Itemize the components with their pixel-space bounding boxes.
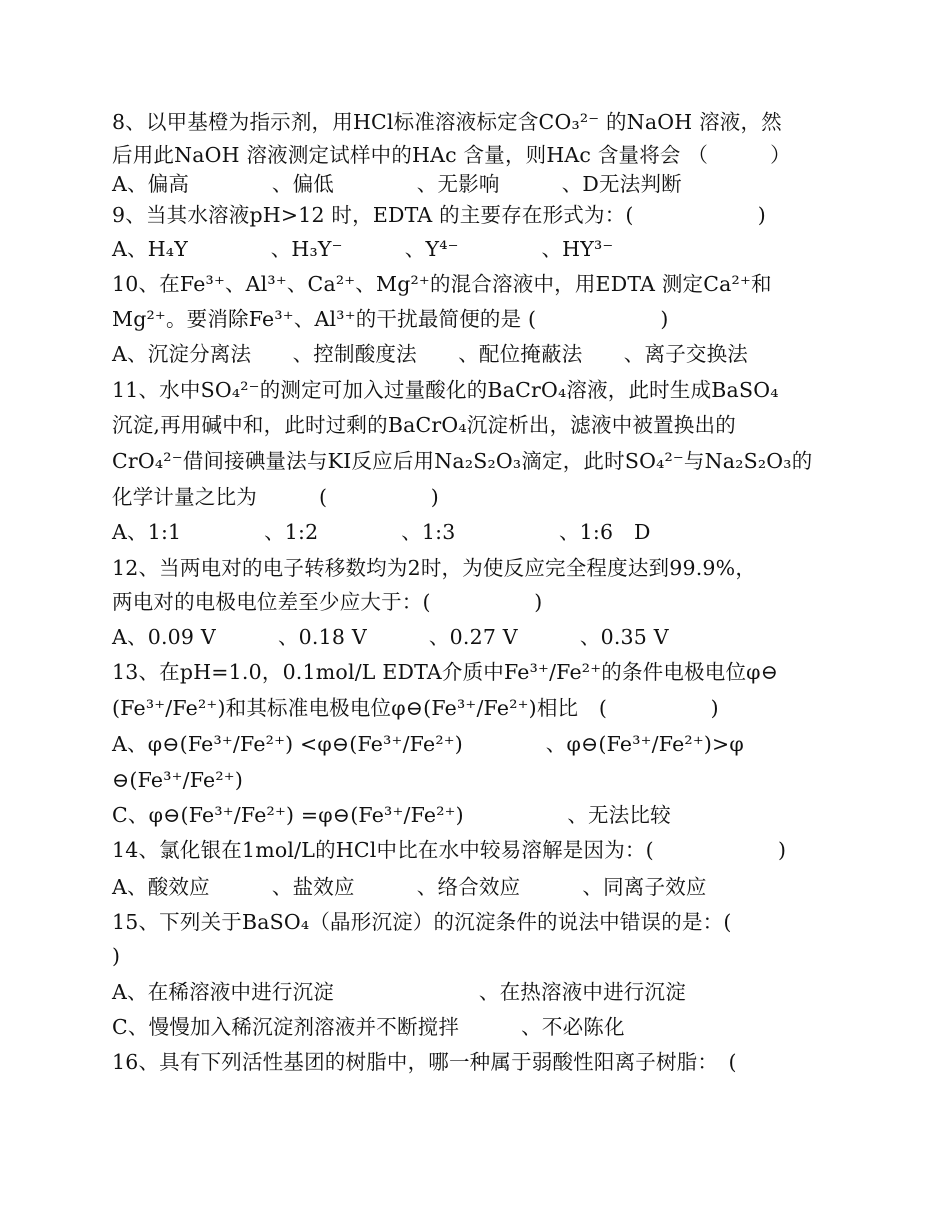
text-line: A、沉淀分离法 、控制酸度法 、配位掩蔽法 、离子交换法 (112, 342, 749, 366)
text-line: 15、下列关于BaSO₄（晶形沉淀）的沉淀条件的说法中错误的是：( (112, 910, 732, 934)
text-line: A、0.09 V 、0.18 V 、0.27 V 、0.35 V (112, 625, 669, 649)
text-line: CrO₄²⁻借间接碘量法与KI反应后用Na₂S₂O₃滴定，此时SO₄²⁻与Na₂S₂O₃的 (112, 449, 813, 473)
text-line: A、偏高 、偏低 、无影响 、D无法判断 (112, 172, 682, 196)
text-line: A、1:1 、1:2 、1:3 、1:6 D (112, 520, 651, 544)
text-line: 14、氯化银在1mol/L的HCl中比在水中较易溶解是因为：( ) (112, 838, 787, 862)
text-line: 化学计量之比为 ( ) (112, 485, 439, 509)
text-line: A、φ⊖(Fe³⁺/Fe²⁺) <φ⊖(Fe³⁺/Fe²⁺) 、φ⊖(Fe³⁺/Fe²⁺)>φ (112, 732, 744, 756)
text-line: ⊖(Fe³⁺/Fe²⁺) (112, 768, 244, 792)
text-line: 两电对的电极电位差至少应大于：( ) (112, 590, 543, 614)
text-line: 16、具有下列活性基团的树脂中，哪一种属于弱酸性阳离子树脂： ( (112, 1050, 737, 1074)
text-line: 8、以甲基橙为指示剂，用HCl标准溶液标定含CO₃²⁻ 的NaOH 溶液，然 (112, 110, 782, 134)
text-line: A、酸效应 、盐效应 、络合效应 、同离子效应 (112, 875, 707, 899)
text-line: 11、水中SO₄²⁻的测定可加入过量酸化的BaCrO₄溶液，此时生成BaSO₄ (112, 378, 779, 402)
text-line: C、φ⊖(Fe³⁺/Fe²⁺) =φ⊖(Fe³⁺/Fe²⁺) 、无法比较 (112, 803, 671, 827)
text-line: Mg²⁺。要消除Fe³⁺、Al³⁺的干扰最简便的是 ( ) (112, 307, 669, 331)
text-line: 9、当其水溶液pH>12 时，EDTA 的主要存在形式为：( ) (112, 203, 766, 227)
text-line: 沉淀,再用碱中和，此时过剩的BaCrO₄沉淀析出，滤液中被置换出的 (112, 413, 736, 437)
text-line: 10、在Fe³⁺、Al³⁺、Ca²⁺、Mg²⁺的混合溶液中，用EDTA 测定Ca²⁺和 (112, 272, 772, 296)
text-line: A、H₄Y 、H₃Y⁻ 、Y⁴⁻ 、HY³⁻ (112, 237, 614, 261)
text-line: A、在稀溶液中进行沉淀 、在热溶液中进行沉淀 (112, 980, 686, 1004)
text-line: 后用此NaOH 溶液测定试样中的HAc 含量，则HAc 含量将会 （ ） (112, 143, 791, 167)
text-line: C、慢慢加入稀沉淀剂溶液并不断搅拌 、不必陈化 (112, 1015, 625, 1039)
text-line: (Fe³⁺/Fe²⁺)和其标准电极电位φ⊖(Fe³⁺/Fe²⁺)相比 ( ) (112, 696, 719, 720)
text-line: ) (112, 944, 121, 968)
text-line: 12、当两电对的电子转移数均为2时，为使反应完全程度达到99.9%， (112, 556, 757, 580)
text-line: 13、在pH=1.0，0.1mol/L EDTA介质中Fe³⁺/Fe²⁺的条件电极电位φ⊖ (112, 660, 779, 684)
